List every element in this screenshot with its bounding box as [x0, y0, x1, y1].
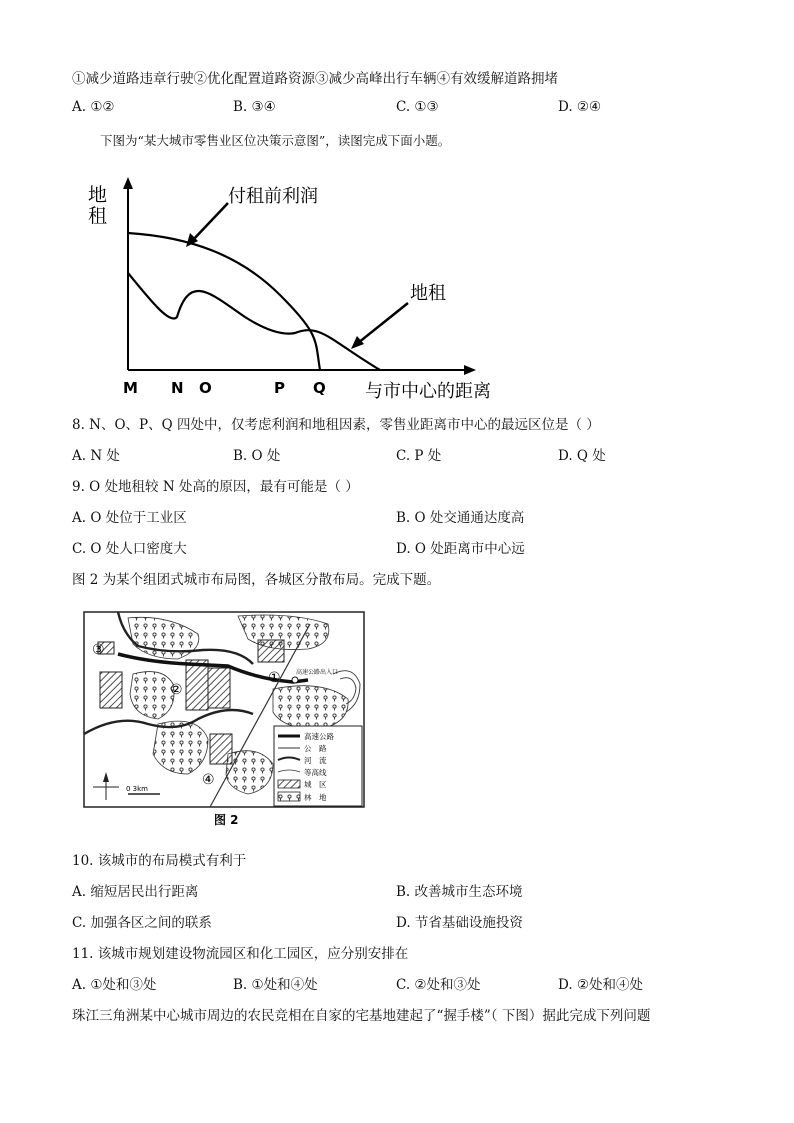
figure1-tick-n: N [171, 379, 184, 397]
legend-contour: 等高线 [304, 768, 327, 777]
expressway-exit [292, 677, 298, 683]
q8-option-d[interactable]: D. Q 处 [558, 448, 606, 464]
figure1-x-label: 与市中心的距离 [365, 381, 491, 402]
exit-label: 高速公路出入口 [296, 669, 339, 676]
figure1-tick-q: Q [313, 379, 326, 397]
figure1-tick-p: P [274, 379, 285, 397]
q9-option-a[interactable]: A. O 处位于工业区 [72, 510, 187, 526]
figure1-rent-curve [128, 273, 380, 370]
district-1 [258, 640, 284, 662]
marker-4: ④ [202, 772, 215, 788]
marker-3: ③ [92, 642, 105, 658]
figure1-y-label-2: 租 [88, 205, 108, 227]
q7-option-d[interactable]: D. ②④ [558, 99, 602, 115]
q9-option-c[interactable]: C. O 处人口密度大 [72, 541, 187, 557]
q10-option-c[interactable]: C. 加强各区之间的联系 [72, 915, 212, 931]
q10-option-b[interactable]: B. 改善城市生态环境 [396, 884, 523, 900]
figure2-map [78, 604, 368, 829]
figure1-tick-m: M [123, 379, 138, 397]
legend-forest: 林 地 [304, 793, 327, 802]
scale-text: 0 3km [126, 785, 149, 793]
figure1-y-label-1: 地 [88, 184, 108, 206]
figure1-x-arrow [464, 365, 476, 375]
marker-2: ② [170, 682, 183, 698]
figure2-caption: 图 2 [214, 813, 239, 827]
figure1-rent-arrow-line [358, 303, 408, 343]
district-west [100, 672, 122, 708]
q10-option-a[interactable]: A. 缩短居民出行距离 [72, 884, 199, 900]
q9-option-b[interactable]: B. O 处交通通达度高 [396, 510, 525, 526]
figure1-profit-label: 付租前利润 [228, 186, 318, 207]
q10-option-d[interactable]: D. 节省基础设施投资 [396, 915, 523, 931]
legend-expressway: 高速公路 [304, 732, 334, 741]
figure2-legend [274, 726, 362, 806]
q9-stem: 9. O 处地租较 N 处高的原因，最有可能是（ ） [72, 479, 359, 495]
q7-option-b[interactable]: B. ③④ [233, 99, 276, 115]
q11-option-d[interactable]: D. ②处和④处 [558, 977, 644, 993]
legend-district: 城 区 [304, 780, 327, 789]
q7-option-c[interactable]: C. ①③ [396, 99, 439, 115]
q8-stem: 8. N、O、P、Q 四处中，仅考虑利润和地租因素，零售业距离市中心的最远区位是（ ） [72, 417, 600, 433]
figure1-y-arrow [123, 177, 133, 189]
intro-figure2: 图 2 为某个组团式城市布局图，各城区分散布局。完成下题。 [72, 572, 441, 588]
q8-option-b[interactable]: B. O 处 [233, 448, 281, 464]
q8-option-a[interactable]: A. N 处 [72, 448, 120, 464]
q10-stem: 10. 该城市的布局模式有利于 [72, 853, 247, 869]
intro-figure1: 下图为“某大城市零售业区位决策示意图”，读图完成下面小题。 [100, 133, 451, 148]
legend-road: 公 路 [304, 744, 327, 753]
figure1-tick-o: O [199, 379, 212, 397]
q11-option-a[interactable]: A. ①处和③处 [72, 977, 157, 993]
q11-option-c[interactable]: C. ②处和③处 [396, 977, 481, 993]
district-2b [208, 668, 230, 708]
figure1-rent-arrow-head [351, 336, 364, 349]
q7-option-a[interactable]: A. ①② [72, 99, 115, 115]
q8-option-c[interactable]: C. P 处 [396, 448, 442, 464]
q11-option-b[interactable]: B. ①处和④处 [233, 977, 318, 993]
q7-stem: ①减少道路违章行驶②优化配置道路资源③减少高峰出行车辆④有效缓解道路拥堵 [72, 71, 558, 87]
q9-option-d[interactable]: D. O 处距离市中心远 [396, 541, 525, 557]
intro-figure3: 珠江三角洲某中心城市周边的农民竞相在自家的宅基地建起了“握手楼”（ 下图）据此完成下列问题 [72, 1008, 651, 1024]
marker-1: ① [268, 670, 281, 686]
q11-stem: 11. 该城市规划建设物流园区和化工园区，应分别安排在 [72, 946, 409, 962]
figure1-rent-label: 地租 [410, 283, 446, 304]
figure1-chart [80, 175, 510, 405]
district-2a [186, 660, 208, 710]
legend-river: 河 流 [304, 756, 327, 765]
figure1-profit-arrow-line [192, 203, 228, 241]
forest-east [273, 686, 348, 729]
district-4 [210, 734, 232, 764]
